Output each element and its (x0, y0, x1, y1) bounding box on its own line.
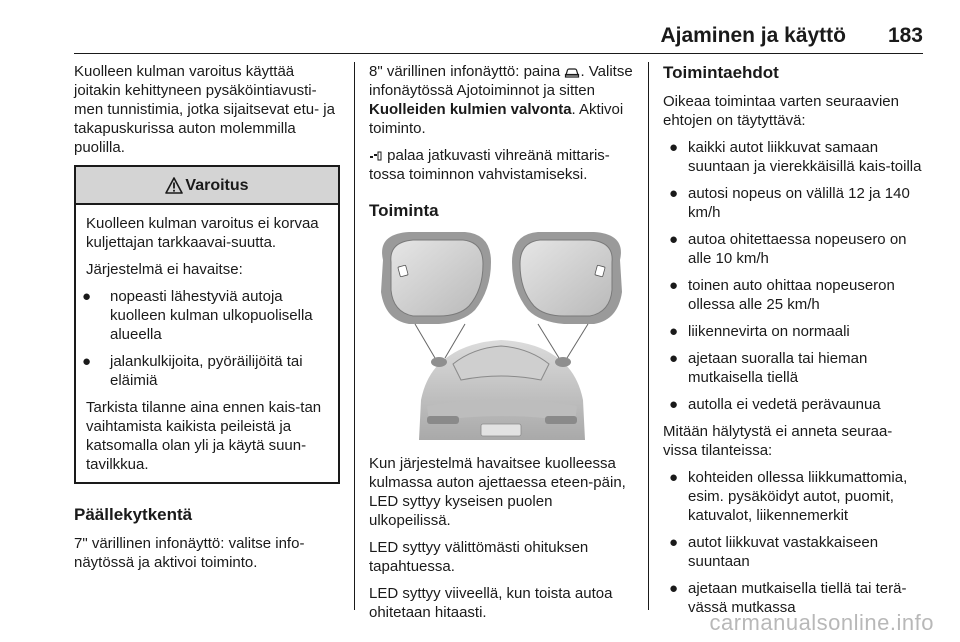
activation-8inch-paragraph: 8" värillinen infonäyttö: paina . Valitse infonäytössä Ajotoiminnot ja sitten Kuolleiden kulmien valvonta. Aktivoi toiminto. (369, 63, 633, 137)
warning-paragraph-2: Järjestelmä ei havaitse: (86, 261, 243, 278)
list-item: ● autolla ei vedetä perävaunua (669, 396, 881, 413)
bullet-symbol: ● (669, 469, 679, 486)
page-number: 183 (887, 24, 923, 47)
operation-paragraph-1: Kun järjestelmä havaitsee kuolleessa kulmassa auton ajettaessa eteen-päin, LED syttyy kyseisen puolen ulkopeilissä. (369, 455, 626, 529)
warning-box (74, 165, 340, 484)
warning-triangle-icon (165, 177, 183, 194)
bullet-symbol: ● (82, 353, 92, 370)
column-divider-1 (354, 62, 355, 610)
section-title-activation: Päällekytkentä (74, 505, 193, 524)
no-alert-bullet-list (663, 468, 925, 617)
bullet-symbol: ● (669, 534, 679, 551)
bullet-symbol: ● (669, 323, 679, 340)
list-item: ● autot liikkuvat vastakkaiseen suuntaan (669, 534, 879, 570)
menu-item-name: Kuolleiden kulmien valvonta (369, 101, 572, 118)
list-item: ● ajetaan mutkaisella tiellä tai terä-vässä mutkassa (669, 580, 907, 616)
blind-spot-indicator-icon (369, 150, 383, 162)
bullet-symbol: ● (82, 288, 92, 305)
warning-body (76, 205, 338, 482)
operation-paragraph-3: LED syttyy viiveellä, kun toista autoa ohitetaan hitaasti. (369, 585, 613, 621)
bullet-symbol: ● (669, 396, 679, 413)
header-rule (74, 53, 923, 54)
list-item: ● autosi nopeus on välillä 12 ja 140 km/h (669, 185, 910, 221)
column-1 (74, 62, 340, 580)
intro-paragraph: Kuolleen kulman varoitus käyttää joitakin kehittyneen pysäköintiavusti-men tunnistimia, jotka sijaitsevat etu- ja takapuskurissa auton molemmilla puolilla. (74, 63, 335, 156)
warning-paragraph-3: Tarkista tilanne aina ennen kais-tan vaihtamista kaikista peileistä ja katsomalla olan yli ja käytä suun-tavilkkua. (86, 399, 322, 473)
list-item: ● toinen auto ohittaa nopeuseron ollessa alle 25 km/h (669, 277, 895, 313)
page-header (0, 0, 960, 56)
list-item: ● liikennevirta on normaali (669, 323, 850, 340)
list-item: ● ajetaan suoralla tai hieman mutkaisella tiellä (669, 350, 868, 386)
bullet-symbol: ● (669, 580, 679, 597)
page-title: Ajaminen ja käyttö (660, 24, 846, 47)
bullet-symbol: ● (669, 350, 679, 367)
list-item: ● autoa ohitettaessa nopeusero on alle 10 km/h (669, 231, 907, 267)
watermark: carmanualsonline.info (709, 610, 934, 635)
operation-paragraph-2: LED syttyy välittömästi ohituksen tapahtuessa. (369, 539, 589, 575)
list-item: ● nopeasti lähestyviä autoja kuolleen kulman ulkopuolisella alueella (82, 288, 313, 343)
column-divider-2 (648, 62, 649, 610)
car-settings-icon (564, 66, 580, 79)
conditions-intro: Oikeaa toimintaa varten seuraavien ehtojen on täytyttävä: (663, 93, 899, 129)
column-3 (663, 62, 925, 625)
conditions-bullet-list (663, 138, 925, 414)
warning-title: Varoitus (185, 176, 249, 194)
list-item: ● jalankulkijoita, pyöräilijöitä tai eläimiä (82, 353, 303, 389)
list-item: ● kaikki autot liikkuvat samaan suuntaan ja vierekkäisillä kais-toilla (669, 139, 922, 175)
no-alert-intro: Mitään hälytystä ei anneta seuraa-vissa tilanteissa: (663, 423, 893, 459)
activation-paragraph: 7" värillinen infonäyttö: valitse info-näytössä ja aktivoi toiminto. (74, 535, 305, 571)
bullet-symbol: ● (669, 185, 679, 202)
warning-header (76, 167, 338, 205)
section-title-conditions: Toimintaehdot (663, 63, 779, 82)
warning-paragraph-1: Kuolleen kulman varoitus ei korvaa kuljettajan tarkkaavai-suutta. (86, 215, 319, 251)
warning-bullet-list (82, 287, 328, 390)
bullet-symbol: ● (669, 277, 679, 294)
column-2 (369, 62, 634, 630)
indicator-paragraph: palaa jatkuvasti vihreänä mittaris-tossa toiminnon vahvistamiseksi. (369, 147, 610, 183)
mirror-illustration (369, 230, 634, 440)
bullet-symbol: ● (669, 231, 679, 248)
list-item: ● kohteiden ollessa liikkumattomia, esim. pysäköidyt autot, puomit, katuvalot, liikennemerkit (669, 469, 908, 524)
section-title-operation: Toiminta (369, 201, 439, 220)
bullet-symbol: ● (669, 139, 679, 156)
